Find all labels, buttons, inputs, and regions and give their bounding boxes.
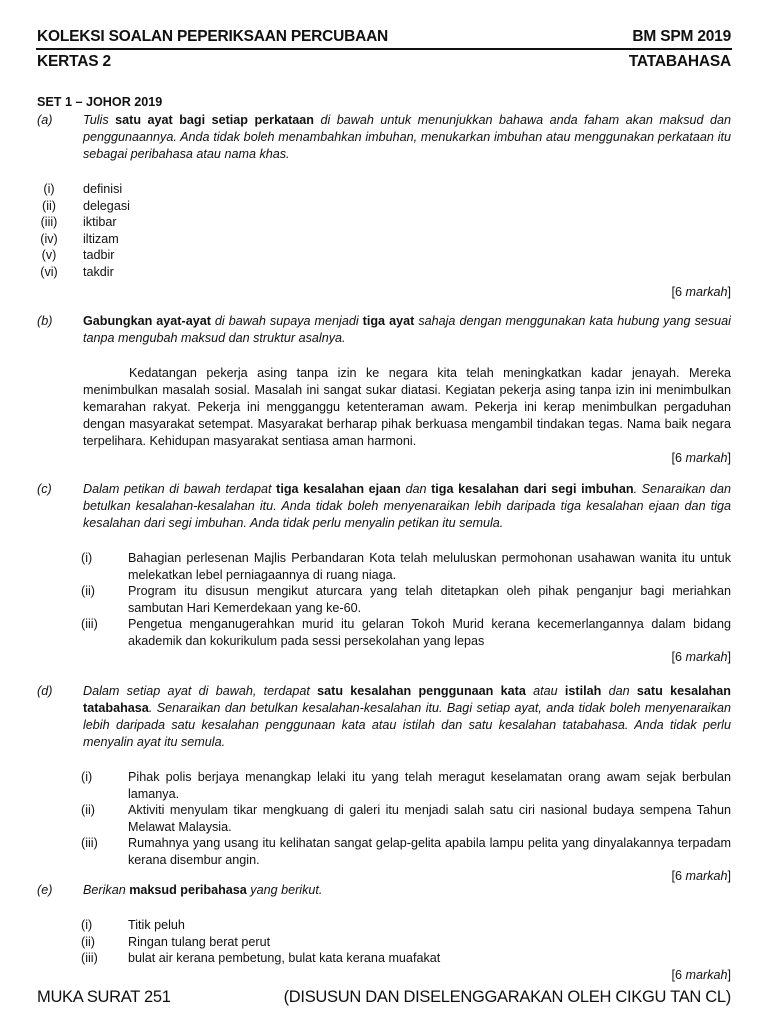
marks-label: [6 markah]: [671, 451, 731, 465]
question-label: (d): [37, 684, 53, 698]
header-divider: [36, 48, 732, 50]
list-item: (iii) iktibar: [40, 215, 117, 229]
proverb-list: [37, 917, 731, 967]
question-e: [37, 882, 731, 984]
page-number: MUKA SURAT 251: [37, 988, 171, 1006]
question-instruction: Berikan maksud peribahasa yang berikut.: [83, 883, 323, 897]
question-a: [37, 112, 731, 301]
list-item: (ii) Ringan tulang berat perut: [81, 934, 271, 949]
list-item: (i) Pihak polis berjaya menangkap lelaki itu yang telah meragut keselamatan orang awam sejak berbulan lamanya.: [81, 770, 731, 801]
question-c: [37, 481, 731, 666]
list-item: (iv) iltizam: [40, 231, 119, 246]
page-footer: [37, 988, 731, 1007]
question-instruction: Gabungkan ayat-ayat di bawah supaya menjadi tiga ayat sahaja dengan menggunakan kata hubung yang sesuai tanpa mengubah maksud dan struktur asalnya.: [83, 314, 731, 345]
question-d: [37, 683, 731, 885]
marks-label: [6 markah]: [671, 967, 731, 982]
question-b: [37, 313, 731, 467]
question-instruction: Dalam setiap ayat di bawah, terdapat satu kesalahan penggunaan kata atau istilah dan satu kesalahan tatabahasa. Senaraikan dan betulkan kesalahan-kesalahan itu. Bagi setiap ayat, anda tidak boleh menyenaraikan lebih daripada satu kesalahan penggunaan kata atau istilah dan satu kesalahan tatabahasa. Anda tidak perlu menyalin ayat itu semula.: [83, 684, 731, 749]
list-item: (ii) Aktiviti menyulam tikar mengkuang di galeri itu menjadi salah satu ciri nasional budaya sempena Tahun Melawat Malaysia.: [81, 803, 731, 834]
question-instruction: Tulis satu ayat bagi setiap perkataan di bawah untuk menunjukkan bahawa anda faham akan maksud dan penggunaannya. Anda tidak boleh menambahkan imbuhan, menukarkan imbuhan atau menggunakan perkataan itu sebagai peribahasa atau nama khas.: [83, 113, 731, 161]
list-item: (i) definisi: [43, 182, 123, 196]
list-item: (i) Titik peluh: [81, 918, 185, 932]
question-label: (e): [37, 883, 53, 897]
passage-text: Kedatangan pekerja asing tanpa izin ke negara kita telah meningkatkan kadar jenayah. Mereka menimbulkan masalah sosial. Masalah ini sangat sukar diatasi. Kegiatan pekerja asing tanpa izin ini menimbulkan kemarahan rakyat. Pekerja ini mengganggu ketenteraman awam. Pekerja ini kerap menimbulkan pergaduhan dengan masyarakat setempat. Masyarakat berharap pihak berkuasa mengambil tindakan tegas. Nama baik negara terpelihara. Kehidupan masyarakat sentiasa aman harmoni.: [83, 366, 731, 448]
document-header-row-1: [37, 28, 731, 46]
marks-label: [6 markah]: [671, 650, 731, 664]
subject-year: BM SPM 2019: [632, 28, 731, 45]
list-item: (ii) Program itu disusun mengikut aturcara yang telah ditetapkan oleh pihak penganjur bagi meriahkan sambutan Hari Kemerdekaan yang ke-60.: [81, 584, 731, 615]
sentence-list: [37, 550, 731, 649]
list-item: (i) Bahagian perlesenan Majlis Perbandaran Kota telah meluluskan permohonan usahawan wanita itu untuk melekatkan lebel perniagaannya di ruang niaga.: [81, 551, 731, 582]
paper-number: KERTAS 2: [37, 53, 111, 70]
marks-label: [6 markah]: [671, 285, 731, 299]
list-item: (iii) bulat air kerana pembetung, bulat kata kerana muafakat: [81, 951, 441, 965]
list-item: (vi) takdir: [40, 264, 114, 279]
collection-title: KOLEKSI SOALAN PEPERIKSAAN PERCUBAAN: [37, 28, 389, 45]
question-label: (a): [37, 113, 53, 127]
list-item: (v) tadbir: [41, 248, 115, 262]
list-item: (ii) delegasi: [42, 198, 130, 213]
author-credit: (DISUSUN DAN DISELENGGARAKAN OLEH CIKGU TAN CL): [283, 988, 731, 1006]
word-list: [37, 181, 731, 280]
sentence-list: [37, 769, 731, 868]
document-header-row-2: [37, 53, 731, 71]
marks-label: [6 markah]: [671, 869, 731, 883]
section-topic: TATABAHASA: [628, 53, 731, 70]
set-title: SET 1 – JOHOR 2019: [37, 95, 163, 109]
question-label: (c): [37, 482, 52, 496]
list-item: (iii) Rumahnya yang usang itu kelihatan sangat gelap-gelita apabila lampu pelita yang dinyalakannya terpadam kerana disembur angin.: [81, 836, 731, 867]
question-label: (b): [37, 314, 53, 328]
list-item: (iii) Pengetua menganugerahkan murid itu gelaran Tokoh Murid kerana kecemerlangannya dalam bidang akademik dan kokurikulum pada sessi persekolahan yang lepas: [81, 617, 731, 648]
question-instruction: Dalam petikan di bawah terdapat tiga kesalahan ejaan dan tiga kesalahan dari segi imbuhan. Senaraikan dan betulkan kesalahan-kesalahan itu. Anda tidak boleh menyenaraikan lebih daripada tiga kesalahan ejaan dan tiga kesalahan dari segi imbuhan. Anda tidak perlu menyalin petikan itu semula.: [83, 482, 731, 530]
